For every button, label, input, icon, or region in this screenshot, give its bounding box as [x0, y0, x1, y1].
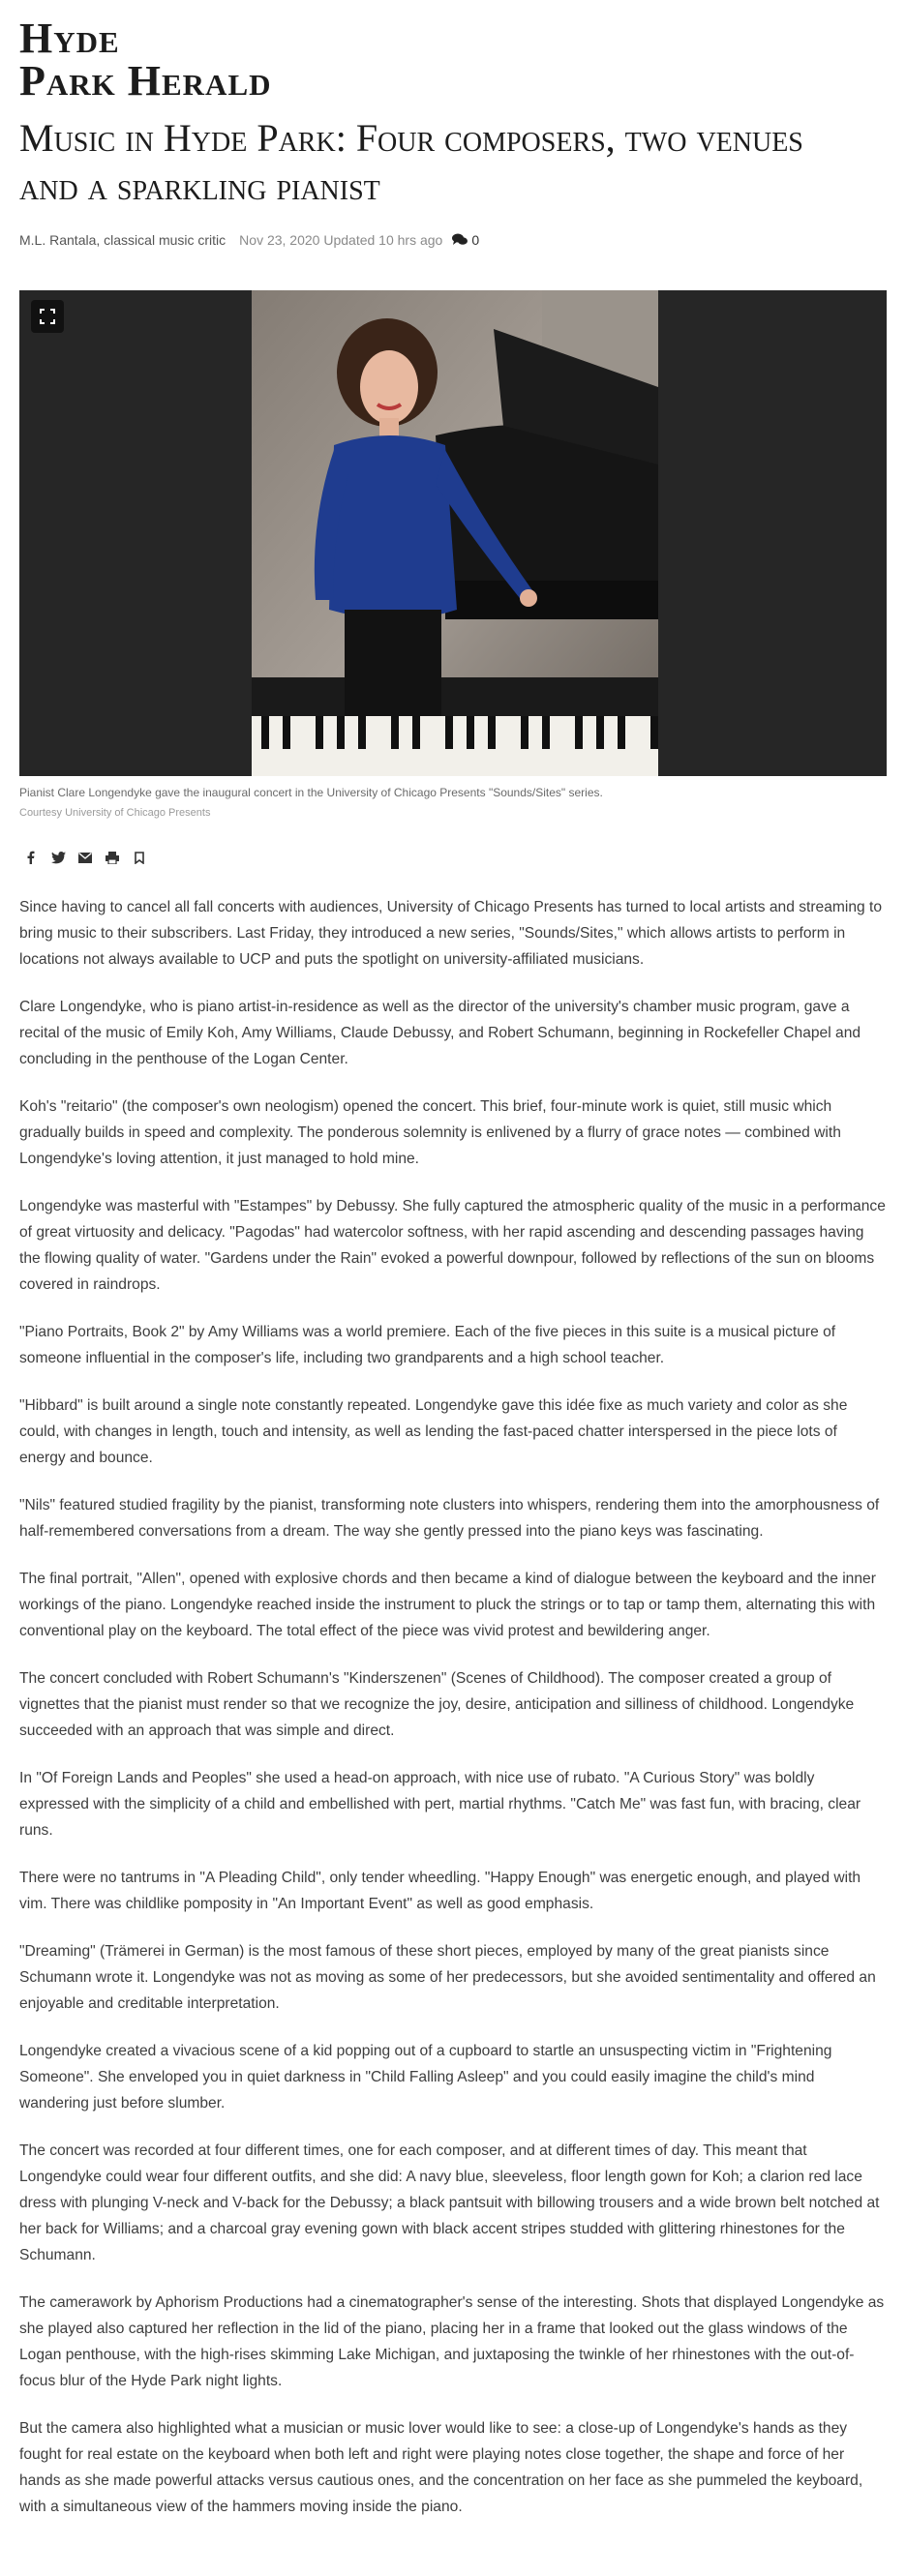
photo-credit: Courtesy University of Chicago Presents: [19, 807, 211, 819]
author-name[interactable]: M.L. Rantala, classical music critic: [19, 232, 226, 248]
article-paragraph: The concert concluded with Robert Schumann's "Kinderszenen" (Scenes of Childhood). The composer created a group of vignettes that the pianist must render so that we recognize the joy, desire, anticipation and silliness of childhood. Longendyke succeeded with an approach that was simple and direct.: [19, 1670, 855, 1739]
logo-line-2: Park Herald: [19, 57, 272, 105]
facebook-icon: [27, 851, 35, 864]
article-paragraph: The camerawork by Aphorism Productions had a cinematographer's sense of the interesting. Shots that displayed Longendyke as she played also captured her reflection in the lid of the piano, placing her in a frame that looked out the glass windows of the Logan penthouse, with the high-rises skimming Lake Michigan, and juxtaposing the twinkle of her rhinestones with the out-of-focus blur of the Hyde Park night lights.: [19, 2294, 885, 2389]
article-paragraph: The final portrait, "Allen", opened with explosive chords and then became a kind of dialogue between the keyboard and the inner workings of the piano. Longendyke reached inside the instrument to pluck the strings or to tap or tamp them, alternating this with conventional play on the keyboard. The total effect of the piece was vivid protest and bewildering anger.: [19, 1571, 876, 1639]
print-icon: [106, 852, 119, 864]
email-icon: [78, 853, 92, 863]
site-logo[interactable]: [19, 17, 272, 103]
article-paragraph: Since having to cancel all fall concerts with audiences, University of Chicago Presents has turned to local artists and streaming to bring music to their subscribers. Last Friday, they introduced a new series, "Sounds/Sites," which allows artists to perform in locations not always available to UCP and puts the spotlight on university-affiliated musicians.: [19, 899, 883, 968]
article-paragraph: In "Of Foreign Lands and Peoples" she used a head-on approach, with nice use of rubato. "A Curious Story" was boldly expressed with the simplicity of a child and embellished with pert, martial rhythms. "Catch Me" was fast fun, with bracing, clear runs.: [19, 1770, 861, 1839]
article-paragraph: "Dreaming" (Trämerei in German) is the most famous of these short pieces, employed by many of the great pianists since Schumann wrote it. Longendyke was not as moving as some of her predecessors, but she avoided sentimentality and offered an enjoyable and creditable interpretation.: [19, 1943, 876, 2012]
logo-line-1: Hyde: [19, 15, 120, 62]
publish-date: Nov 23, 2020 Updated 10 hrs ago: [239, 232, 443, 248]
article-paragraph: Longendyke created a vivacious scene of a kid popping out of a cupboard to startle an unsuspecting victim in "Frightening Someone". She enveloped you in quiet darkness in "Child Falling Asleep" and you could easily imagine the child's mind wandering just before slumber.: [19, 2043, 832, 2112]
bookmark-icon: [135, 852, 144, 864]
article-paragraph: But the camera also highlighted what a musician or music lover would like to see: a close-up of Longendyke's hands as they fought for real estate on the keyboard when both left and right were playing notes close together, the shape and force of her hands as she made powerful attacks versus cautious ones, and the concentration on her face as she pummeled the keyboard, with a simultaneous view of the hammers moving inside the piano.: [19, 2420, 863, 2515]
article-paragraph: The concert was recorded at four different times, one for each composer, and at different times of day. This meant that Longendyke could wear four different outfits, and she did: A navy blue, sleeveless, floor length gown for Koh; a clarion red lace dress with plunging V-neck and V-back for the Debussy; a black pantsuit with billowing trousers and a wide brown belt notched at her back for Williams; and a charcoal gray evening gown with black accent stripes studded with glittering rhinestones for the Schumann.: [19, 2142, 880, 2263]
article-paragraph: "Hibbard" is built around a single note constantly repeated. Longendyke gave this idée fixe as much variety and color as she could, with changes in length, touch and intensity, as well as lending the fast-paced chatter interspersed in the piece lots of energy and bounce.: [19, 1397, 848, 1466]
expand-image-button[interactable]: [31, 300, 64, 333]
comment-icon: [452, 233, 468, 247]
photo-caption: Pianist Clare Longendyke gave the inaugural concert in the University of Chicago Presents "Sounds/Sites" series.: [19, 786, 603, 799]
lead-image-container: [19, 290, 887, 776]
print-button[interactable]: [105, 850, 120, 865]
article-paragraph: Koh's "reitario" (the composer's own neologism) opened the concert. This brief, four-minute work is quiet, still music which gradually builds in speed and complexity. The ponderous solemnity is enlivened by a flurry of grace notes — combined with Longendyke's loving attention, it just managed to hold mine.: [19, 1098, 841, 1167]
comment-count: 0: [471, 232, 480, 248]
share-twitter-button[interactable]: [50, 850, 66, 865]
lead-photo[interactable]: [252, 290, 658, 776]
article-body: [19, 894, 887, 2541]
article-paragraph: Longendyke was masterful with "Estampes" by Debussy. She fully captured the atmospheric quality of the music in a performance of great virtuosity and delicacy. "Pagodas" had watercolor softness, with her rapid ascending and descending passages having the flowing quality of water. "Gardens under the Rain" evoked a powerful downpour, followed by reflections of the sun on blooms covered in raindrops.: [19, 1198, 886, 1293]
twitter-icon: [51, 852, 66, 864]
article-headline: Music in Hyde Park: Four composers, two venues and a sparkling pianist: [19, 116, 803, 208]
bookmark-button[interactable]: [132, 850, 147, 865]
expand-icon: [40, 309, 55, 324]
pianist-photo-illustration: [252, 290, 658, 776]
article-paragraph: Clare Longendyke, who is piano artist-in-residence as well as the director of the university's chamber music program, gave a recital of the music of Emily Koh, Amy Williams, Claude Debussy, and Robert Schumann, beginning in Rockefeller Chapel and concluding in the penthouse of the Logan Center.: [19, 999, 861, 1067]
share-email-button[interactable]: [77, 850, 93, 865]
article-paragraph: "Nils" featured studied fragility by the pianist, transforming note clusters into whispers, rendering them into the amorphousness of half-remembered conversations from a dream. The way she gently pressed into the piano keys was fascinating.: [19, 1497, 880, 1540]
comment-count-link[interactable]: [452, 232, 479, 248]
article-paragraph: There were no tantrums in "A Pleading Child", only tender wheedling. "Happy Enough" was energetic enough, and played with vim. There was childlike pomposity in "An Important Event" as well as good emphasis.: [19, 1870, 861, 1912]
article-paragraph: "Piano Portraits, Book 2" by Amy Williams was a world premiere. Each of the five pieces in this suite is a musical picture of someone influential in the composer's life, including two grandparents and a high school teacher.: [19, 1324, 836, 1366]
share-facebook-button[interactable]: [23, 850, 39, 865]
share-toolbar: [23, 850, 159, 865]
byline: [19, 232, 479, 248]
